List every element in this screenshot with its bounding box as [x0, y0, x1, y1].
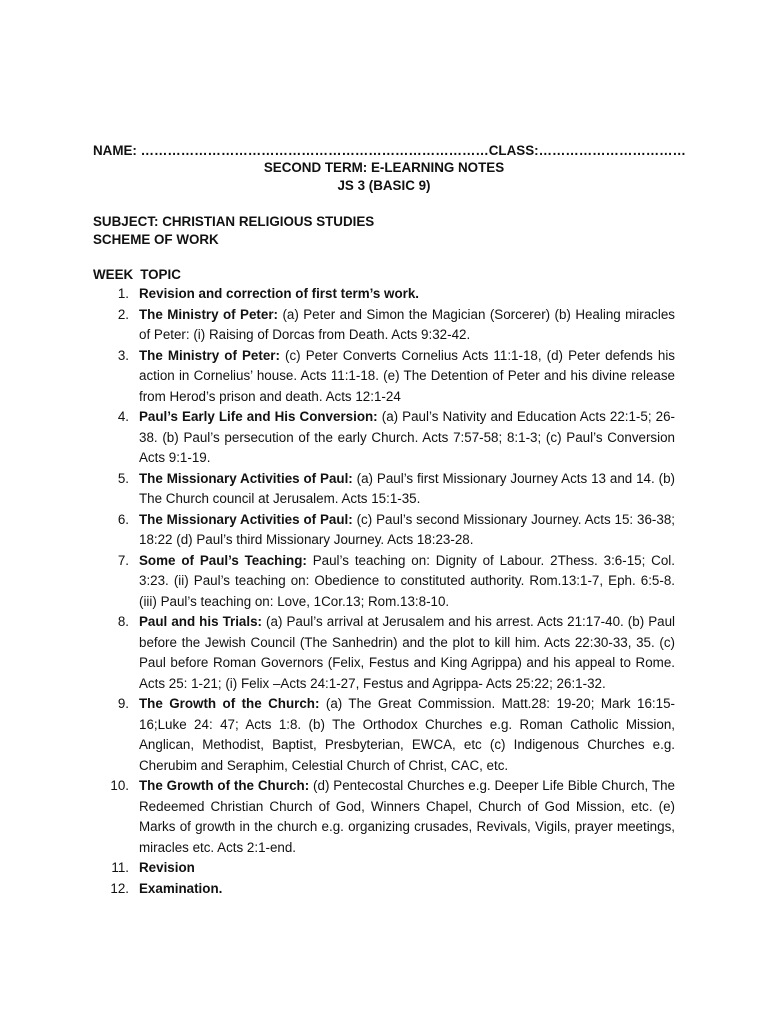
- topic-column-label: TOPIC: [140, 267, 181, 282]
- week-number: 3.: [117, 347, 129, 363]
- week-number: 8.: [117, 614, 129, 629]
- list-item: [93, 284, 675, 305]
- list-item: [93, 879, 675, 900]
- topic-body: (a) Peter and Simon the Magician (Sorcerer) (b) Healing miracles of Peter: (i) Raising of Dorcas from Death. Acts 9:32-42.: [139, 306, 675, 342]
- topic-text: [139, 346, 675, 408]
- list-item: [93, 551, 675, 613]
- topic-text: [139, 551, 675, 613]
- topic-text: [139, 858, 675, 879]
- topic-text: [139, 469, 675, 510]
- list-item: [93, 858, 675, 879]
- name-label: NAME: ……………………………………………………………………: [93, 143, 489, 158]
- topic-body: Paul’s teaching on: Dignity of Labour. 2Thess. 3:6-15; Col. 3:23. (ii) Paul’s teaching on: Obedience to constituted authority. Rom.13:1-7, Eph. 6:5-8. (iii) Paul’s teaching on: Love, 1Cor.13; Rom.13:8-10.: [139, 552, 675, 609]
- list-item: [93, 510, 675, 551]
- list-item: [93, 612, 675, 694]
- topic-text: [139, 694, 675, 776]
- topic-title: Revision and correction of first term’s work.: [139, 286, 420, 301]
- topic-body: (a) Paul’s Nativity and Education Acts 22:1-5; 26-38. (b) Paul’s persecution of the early Church. Acts 7:57-58; 8:1-3; (c) Paul’s Conversion Acts 9:1-19.: [139, 409, 675, 465]
- week-column-label: WEEK: [93, 267, 134, 282]
- topic-body: (d) Pentecostal Churches e.g. Deeper Life Bible Church, The Redeemed Christian Church of God, Winners Chapel, Church of God Mission, etc. (e) Marks of growth in the church e.g. organizing crusades, Revivals, Vigils, prayer meetings, miracles etc. Acts 2:1-end.: [139, 778, 675, 855]
- week-number: 1.: [117, 286, 129, 301]
- topic-text: [139, 284, 675, 305]
- name-class-line: [93, 143, 686, 158]
- topic-body: (c) Peter Converts Cornelius Acts 11:1-18, (d) Peter defends his action in Cornelius’ house. Acts 11:1-18. (e) The Detention of Peter and his divine release from Herod’s prison and death. Acts 12:1-24: [139, 347, 675, 404]
- class-level: JS 3 (BASIC 9): [337, 178, 431, 193]
- topic-text: [139, 879, 675, 900]
- topic-body: (a) The Great Commission. Matt.28: 19-20; Mark 16:15-16;Luke 24: 47; Acts 1:8. (b) The Orthodox Churches e.g. Roman Catholic Mission, Anglican, Methodist, Baptist, Presbyterian, EWCA, etc (c) Indigenous Churches e.g. Cherubim and Seraphim, Celestial Church of Christ, CAC, etc.: [139, 696, 675, 773]
- list-item: [93, 305, 675, 346]
- scheme-list: [93, 284, 675, 899]
- topic-body: (a) Paul’s arrival at Jerusalem and his arrest. Acts 21:17-40. (b) Paul before the Jewish Council (The Sanhedrin) and the plot to kill him. Acts 22:30-33, 35. (c) Paul before Roman Governors (Felix, Festus and King Agrippa) and his appeal to Rome. Acts 25: 1-21; (i) Felix –Acts 24:1-27, Festus and Agrippa- Acts 25:22; 26:1-32.: [139, 614, 675, 691]
- topic-title: Paul’s Early Life and His Conversion:: [139, 409, 378, 424]
- list-item: [93, 407, 675, 469]
- topic-text: [139, 510, 675, 551]
- topic-title: Examination.: [139, 880, 223, 896]
- topic-body: (c) Paul’s second Missionary Journey. Acts 15: 36-38; 18:22 (d) Paul’s third Missionary Journey. Acts 18:23-28.: [139, 511, 676, 547]
- scheme-heading: SCHEME OF WORK: [93, 232, 219, 247]
- document-title: SECOND TERM: E-LEARNING NOTES: [263, 160, 505, 175]
- topic-title: The Growth of the Church:: [139, 696, 320, 711]
- topic-title: Revision: [139, 860, 195, 875]
- week-number: 12.: [110, 880, 129, 896]
- week-number: 11.: [111, 860, 129, 875]
- week-number: 2.: [117, 306, 129, 322]
- topic-title: Some of Paul’s Teaching:: [139, 552, 307, 568]
- week-number: 4.: [117, 409, 129, 424]
- topic-title: The Growth of the Church:: [139, 778, 310, 793]
- week-number: 9.: [117, 696, 129, 711]
- topic-title: The Missionary Activities of Paul:: [139, 470, 353, 486]
- subject-heading: SUBJECT: CHRISTIAN RELIGIOUS STUDIES: [93, 214, 375, 229]
- topic-text: [139, 407, 675, 469]
- topic-title: The Ministry of Peter:: [139, 347, 280, 363]
- list-item: [93, 694, 675, 776]
- list-item: [93, 346, 675, 408]
- topic-title: Paul and his Trials:: [139, 614, 263, 629]
- list-item: [93, 469, 675, 510]
- week-number: 10.: [110, 778, 129, 793]
- week-number: 5.: [117, 470, 129, 486]
- list-item: [93, 776, 675, 858]
- topic-title: The Ministry of Peter:: [139, 306, 279, 322]
- class-label: CLASS:……………………………: [488, 143, 686, 158]
- topic-text: [139, 776, 675, 858]
- topic-title: The Missionary Activities of Paul:: [139, 511, 353, 527]
- week-number: 7.: [117, 552, 129, 568]
- topic-text: [139, 305, 675, 346]
- week-number: 6.: [117, 511, 129, 527]
- topic-body: (a) Paul’s first Missionary Journey Acts 13 and 14. (b) The Church council at Jerusalem. Acts 15:1-35.: [139, 470, 675, 506]
- table-header: [93, 267, 181, 282]
- topic-text: [139, 612, 675, 694]
